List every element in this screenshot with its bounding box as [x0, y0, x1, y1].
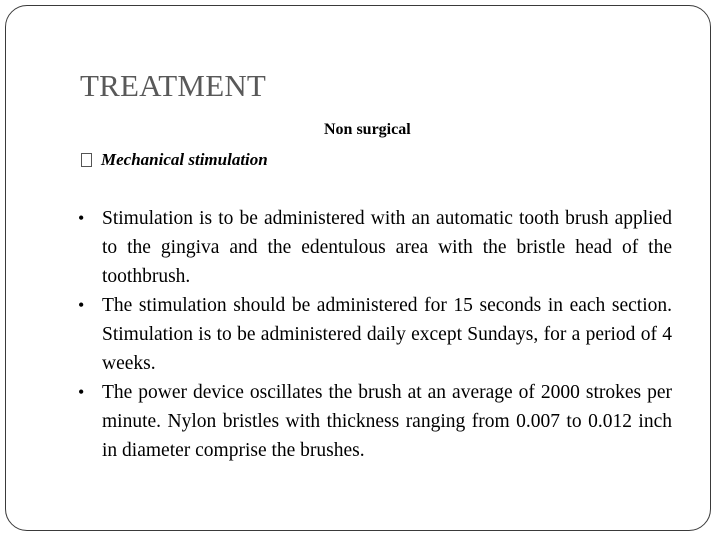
- bullet-item: [78, 204, 672, 291]
- section-heading: [81, 150, 268, 170]
- bullet-dot-icon: •: [78, 208, 85, 228]
- bullet-item: [78, 291, 672, 378]
- bullet-text: The power device oscillates the brush at an average of 2000 strokes per minute. Nylon bristles with thickness ranging from 0.007 to 0.012 inch in diameter comprise the brushes.: [102, 382, 672, 461]
- slide-subtitle: Non surgical: [324, 121, 411, 138]
- bullet-item: [78, 378, 672, 465]
- slide-title: TREATMENT: [80, 68, 267, 103]
- bullet-text: The stimulation should be administered for 15 seconds in each section. Stimulation is to be administered daily except Sundays, for a period of 4 weeks.: [102, 295, 672, 374]
- section-heading-label: Mechanical stimulation: [101, 150, 268, 169]
- square-outline-icon: [81, 153, 92, 167]
- bullet-dot-icon: •: [78, 382, 85, 402]
- bullet-list: [78, 204, 672, 465]
- bullet-text: Stimulation is to be administered with an automatic tooth brush applied to the gingiva and the edentulous area with the bristle head of the toothbrush.: [102, 208, 672, 287]
- bullet-dot-icon: •: [78, 295, 85, 315]
